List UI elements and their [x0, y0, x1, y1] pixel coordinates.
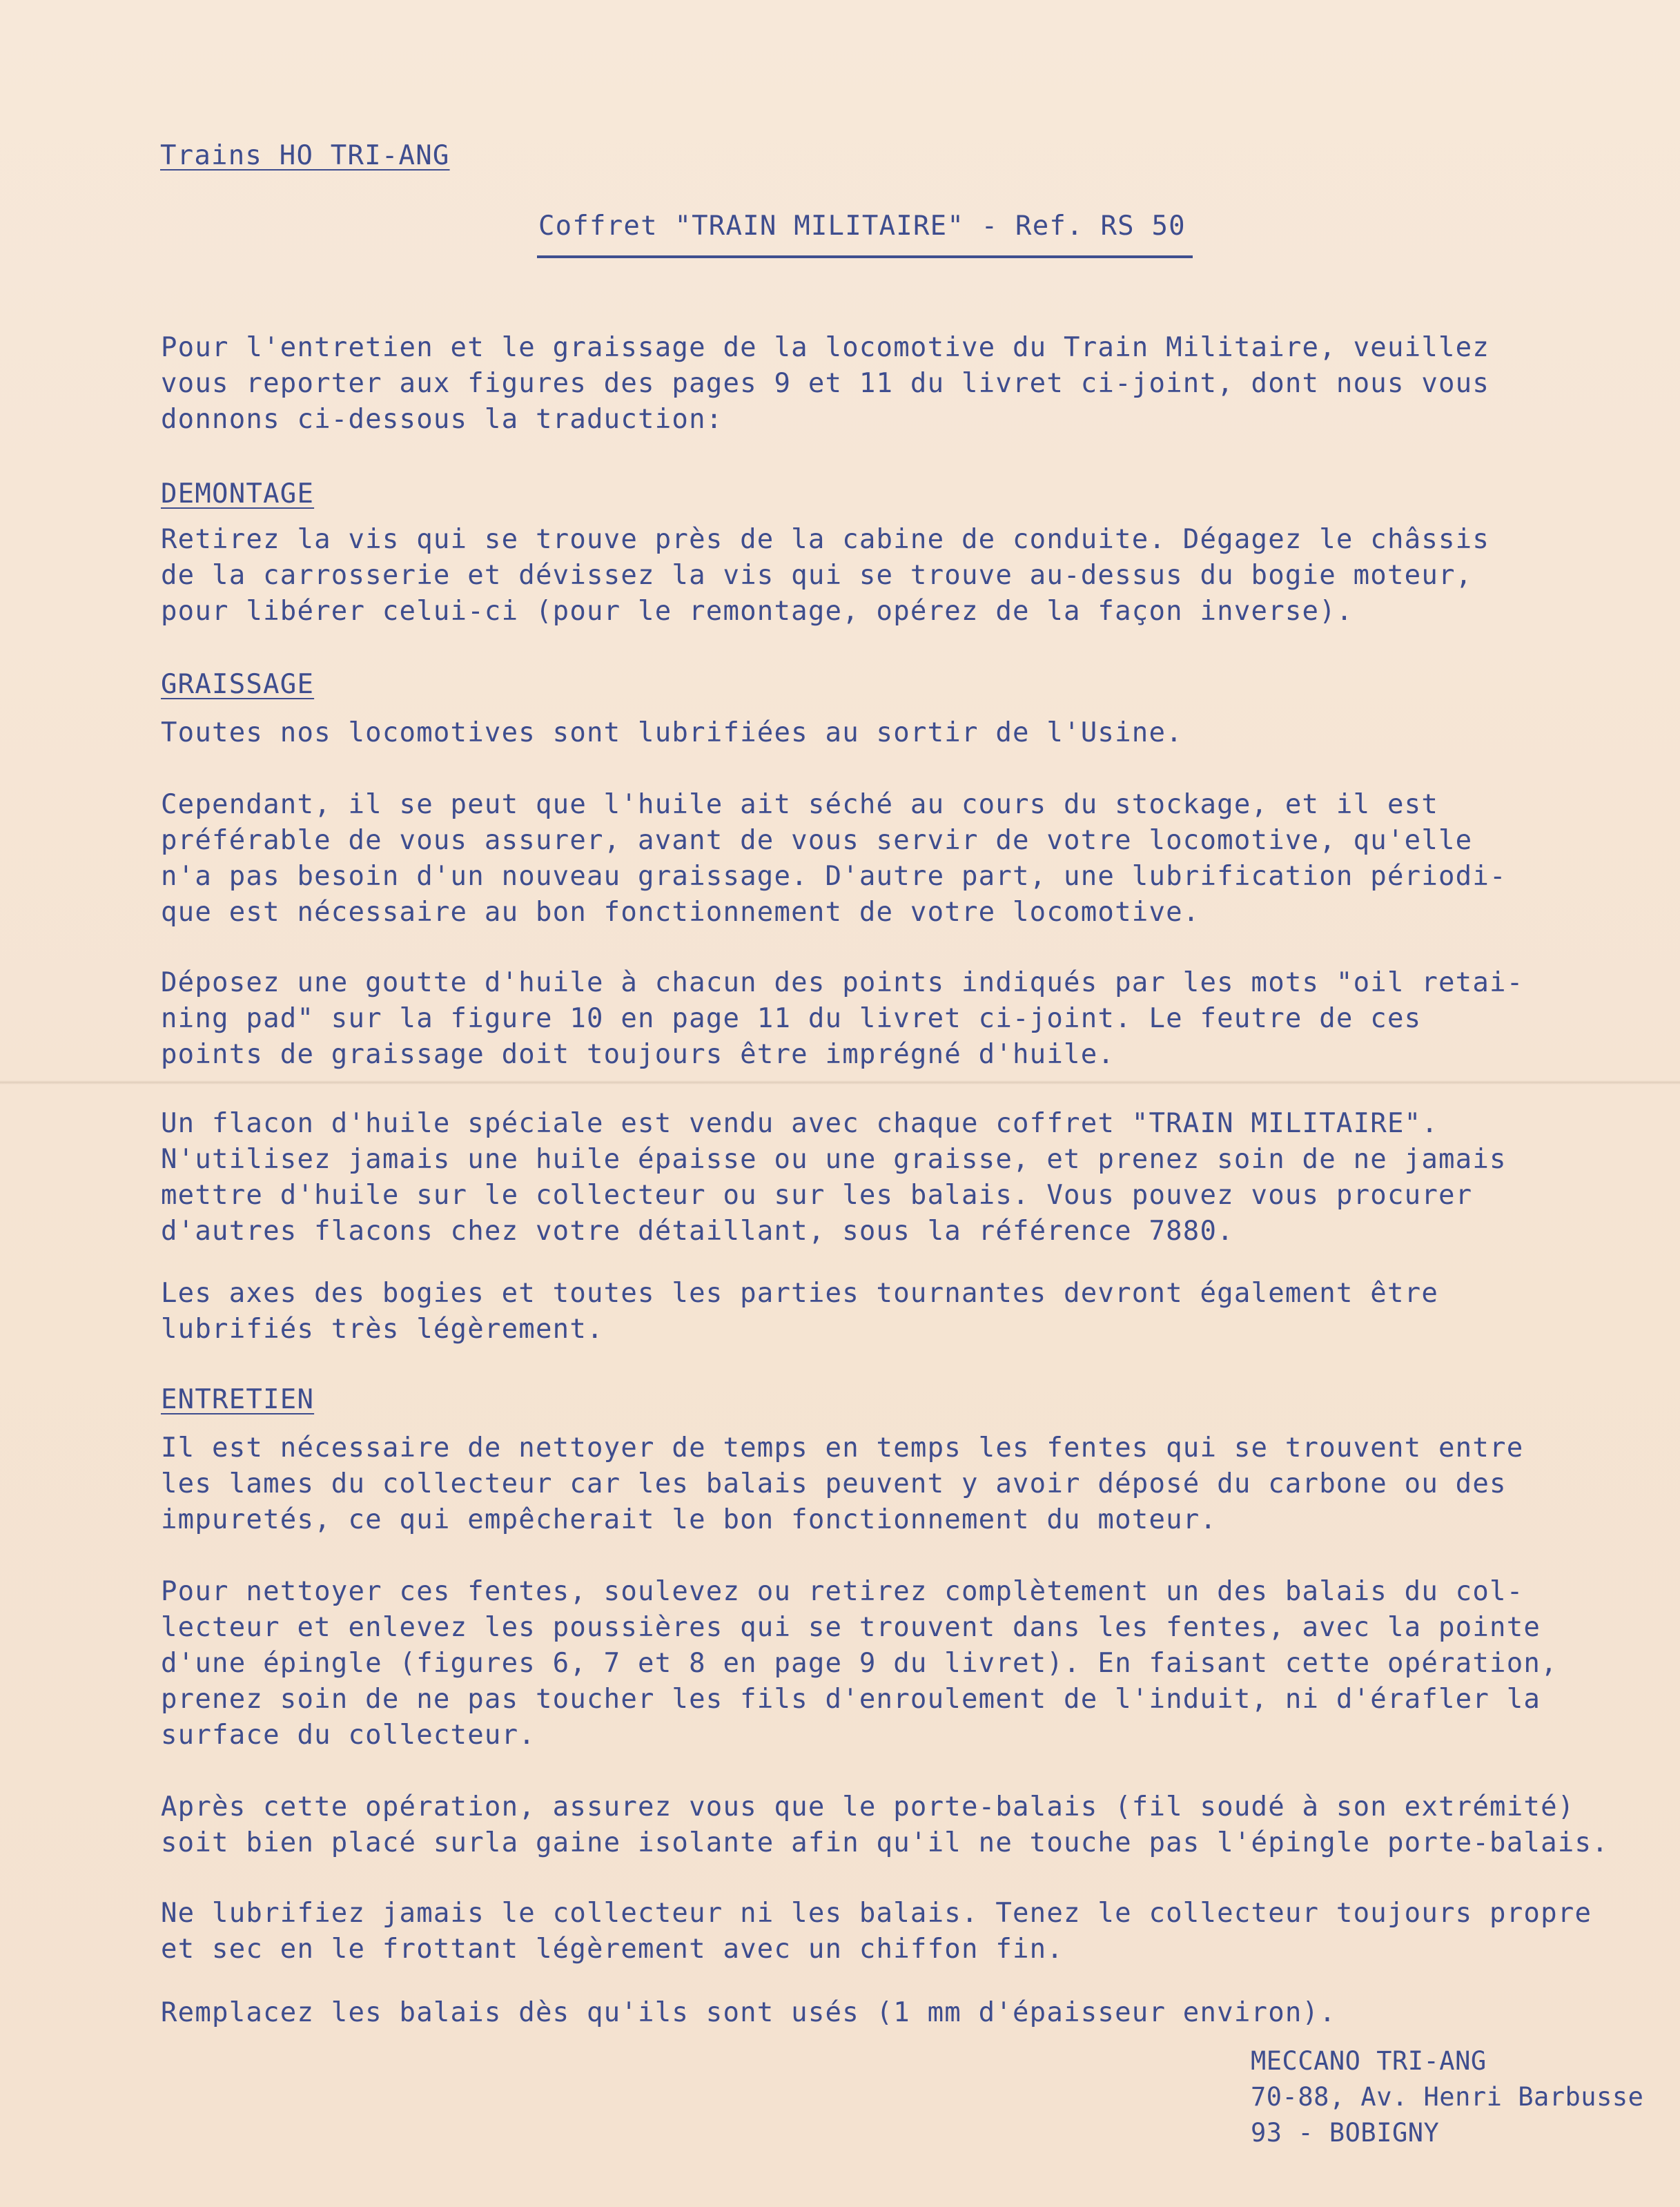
- entretien-line: impuretés, ce qui empêcherait le bon fonctionnement du moteur.: [161, 1504, 1218, 1535]
- company-address: 70-88, Av. Henri Barbusse: [1251, 2082, 1644, 2112]
- company-name: MECCANO TRI-ANG: [1251, 2046, 1487, 2076]
- entretien-line: Il est nécessaire de nettoyer de temps en temps les fentes qui se trouvent entre: [161, 1432, 1524, 1464]
- entretien-line: d'une épingle (figures 6, 7 et 8 en page 9 du livret). En faisant cette opération,: [161, 1648, 1558, 1679]
- company-city: 93 - BOBIGNY: [1251, 2118, 1440, 2148]
- entretien-line: Remplacez les balais dès qu'ils sont usés (1 mm d'épaisseur environ).: [161, 1997, 1336, 2028]
- graissage-line: mettre d'huile sur le collecteur ou sur les balais. Vous pouvez vous procurer: [161, 1180, 1473, 1211]
- entretien-line: Ne lubrifiez jamais le collecteur ni les balais. Tenez le collecteur toujours propre: [161, 1898, 1592, 1929]
- graissage-line: n'a pas besoin d'un nouveau graissage. D'autre part, une lubrification périodi-: [161, 861, 1507, 892]
- graissage-line: Cependant, il se peut que l'huile ait séché au cours du stockage, et il est: [161, 789, 1438, 820]
- entretien-line: lecteur et enlevez les poussières qui se trouvent dans les fentes, avec la pointe: [161, 1612, 1541, 1643]
- demontage-line: Retirez la vis qui se trouve près de la cabine de conduite. Dégagez le châssis: [161, 524, 1490, 555]
- graissage-line: ning pad" sur la figure 10 en page 11 du livret ci-joint. Le feutre de ces: [161, 1003, 1422, 1034]
- graissage-line: Les axes des bogies et toutes les parties tournantes devront également être: [161, 1278, 1438, 1309]
- entretien-line: prenez soin de ne pas toucher les fils d'enroulement de l'induit, ni d'érafler la: [161, 1684, 1541, 1715]
- graissage-line: points de graissage doit toujours être imprégné d'huile.: [161, 1039, 1115, 1070]
- intro-line: donnons ci-dessous la traduction:: [161, 404, 723, 435]
- brand-heading: Trains HO TRI-ANG: [160, 140, 450, 171]
- entretien-line: et sec en le frottant légèrement avec un chiffon fin.: [161, 1934, 1064, 1965]
- section-heading-graissage: GRAISSAGE: [161, 669, 315, 700]
- graissage-line: Déposez une goutte d'huile à chacun des points indiqués par les mots "oil retai-: [161, 967, 1524, 998]
- entretien-line: Pour nettoyer ces fentes, soulevez ou retirez complètement un des balais du col-: [161, 1576, 1524, 1607]
- intro-line: Pour l'entretien et le graissage de la locomotive du Train Militaire, veuillez: [161, 332, 1490, 363]
- paper-fold-crease: [0, 1080, 1680, 1085]
- graissage-line: Toutes nos locomotives sont lubrifiées au sortir de l'Usine.: [161, 717, 1183, 748]
- title-underline: [537, 255, 1193, 258]
- entretien-line: surface du collecteur.: [161, 1720, 536, 1751]
- intro-line: vous reporter aux figures des pages 9 et 11 du livret ci-joint, dont nous vous: [161, 368, 1490, 399]
- section-heading-demontage: DEMONTAGE: [161, 478, 315, 509]
- entretien-line: soit bien placé surla gaine isolante afin qu'il ne touche pas l'épingle porte-balais.: [161, 1827, 1609, 1858]
- graissage-line: préférable de vous assurer, avant de vous servir de votre locomotive, qu'elle: [161, 825, 1473, 856]
- graissage-line: d'autres flacons chez votre détaillant, sous la référence 7880.: [161, 1216, 1234, 1247]
- section-heading-entretien: ENTRETIEN: [161, 1384, 315, 1415]
- entretien-line: les lames du collecteur car les balais peuvent y avoir déposé du carbone ou des: [161, 1468, 1507, 1499]
- graissage-line: que est nécessaire au bon fonctionnement de votre locomotive.: [161, 897, 1200, 928]
- entretien-line: Après cette opération, assurez vous que le porte-balais (fil soudé à son extrémité): [161, 1791, 1575, 1822]
- demontage-line: de la carrosserie et dévissez la vis qui se trouve au-dessus du bogie moteur,: [161, 560, 1473, 591]
- graissage-line: Un flacon d'huile spéciale est vendu avec chaque coffret "TRAIN MILITAIRE".: [161, 1108, 1438, 1139]
- graissage-line: lubrifiés très légèrement.: [161, 1314, 604, 1345]
- demontage-line: pour libérer celui-ci (pour le remontage, opérez de la façon inverse).: [161, 596, 1354, 627]
- graissage-line: N'utilisez jamais une huile épaisse ou une graisse, et prenez soin de ne jamais: [161, 1144, 1507, 1175]
- document-title: Coffret "TRAIN MILITAIRE" - Ref. RS 50: [538, 211, 1186, 242]
